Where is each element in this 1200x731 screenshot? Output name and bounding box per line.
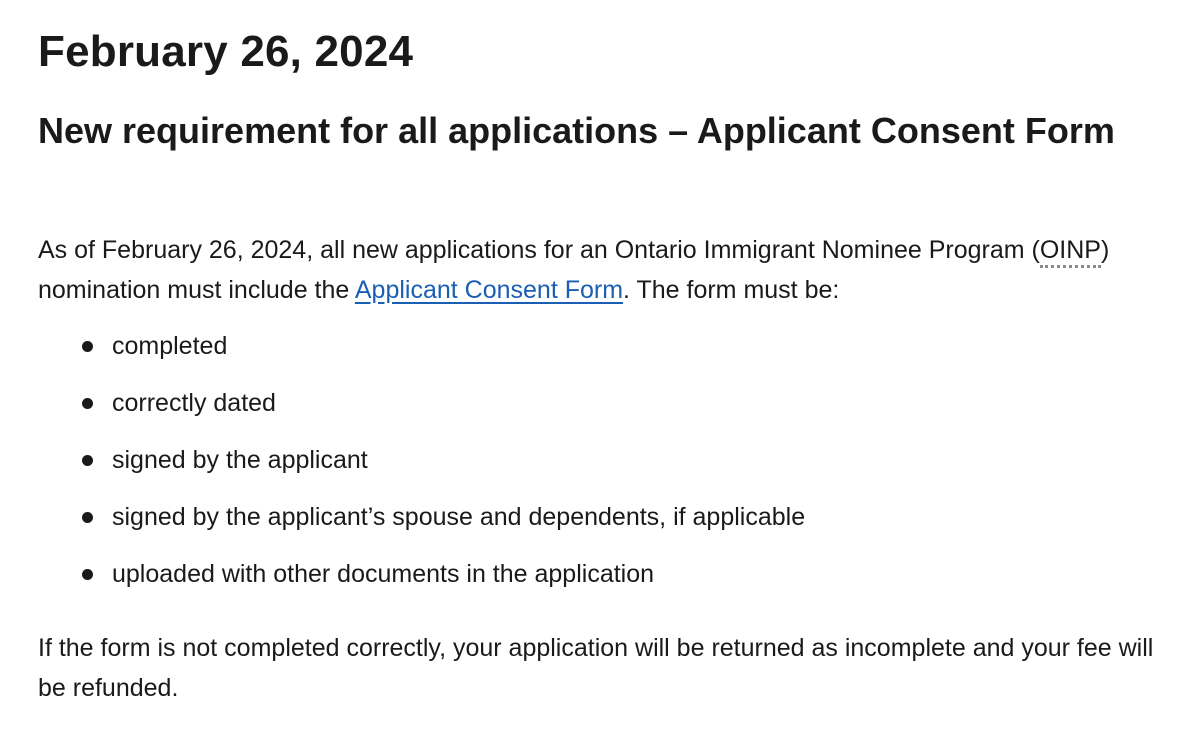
bullet-icon	[82, 512, 93, 523]
intro-text-start: As of February 26, 2024, all new applications for an Ontario Immigrant Nominee Program (	[38, 236, 1040, 264]
requirement-text: signed by the applicant’s spouse and dependents, if applicable	[112, 503, 806, 531]
bullet-icon	[82, 569, 93, 580]
bullet-icon	[82, 455, 93, 466]
list-item	[38, 324, 1178, 381]
list-item	[38, 438, 1178, 495]
intro-text-end: . The form must be:	[623, 276, 840, 304]
bullet-icon	[82, 341, 93, 352]
requirements-list	[38, 324, 1178, 609]
requirement-text: uploaded with other documents in the application	[112, 560, 655, 588]
list-item	[38, 495, 1178, 552]
list-item	[38, 552, 1178, 609]
requirement-text: correctly dated	[112, 389, 276, 417]
intro-paragraph	[38, 230, 1178, 310]
requirement-text: signed by the applicant	[112, 446, 368, 474]
intro-text-middle: ) nomination must include the	[38, 236, 1110, 304]
closing-paragraph: If the form is not completed correctly, your application will be returned as incomplete and your fee will be refunded.	[38, 634, 1154, 702]
bullet-icon	[82, 398, 93, 409]
list-item	[38, 381, 1178, 438]
announcement-title: New requirement for all applications – Applicant Consent Form	[38, 110, 1115, 151]
oinp-abbreviation[interactable]: OINP	[1040, 236, 1101, 268]
applicant-consent-form-link[interactable]: Applicant Consent Form	[354, 276, 624, 304]
requirement-text: completed	[112, 332, 228, 360]
date-heading: February 26, 2024	[38, 27, 414, 76]
